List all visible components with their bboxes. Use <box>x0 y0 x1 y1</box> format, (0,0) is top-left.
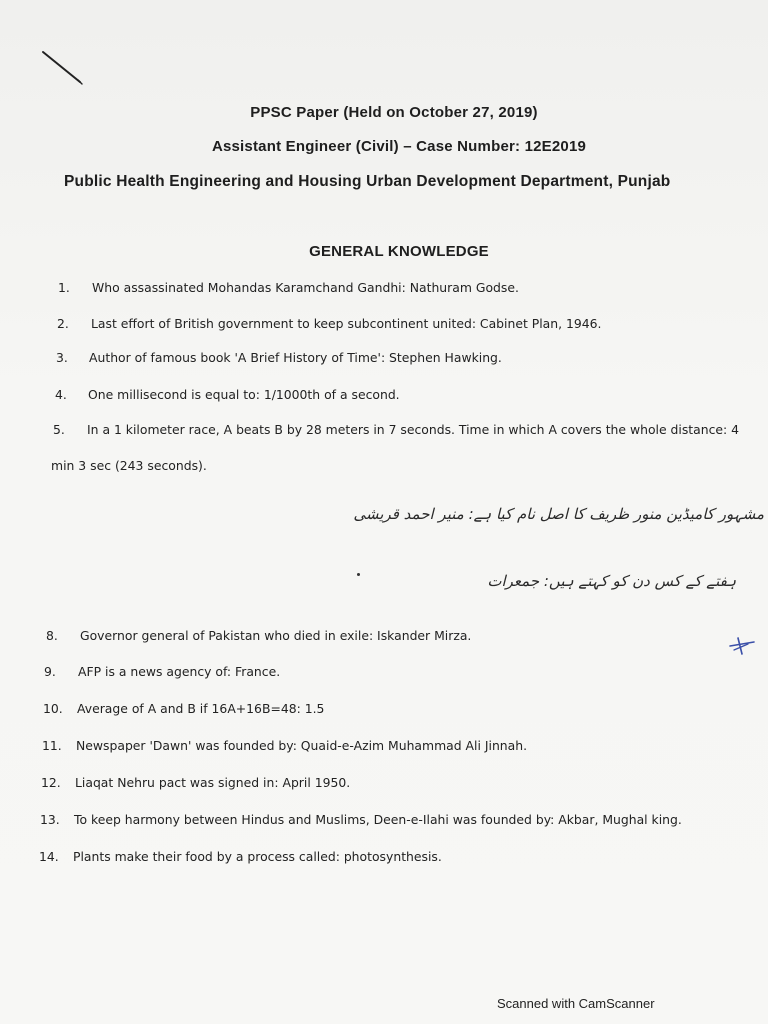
question-number: 10. <box>43 701 63 716</box>
department-title: Public Health Engineering and Housing Urban Development Department, Punjab <box>64 173 671 190</box>
question-number: 5. <box>53 422 65 437</box>
question-text: Liaqat Nehru pact was signed in: April 1950. <box>75 775 351 790</box>
question-text: Plants make their food by a process called: photosynthesis. <box>73 849 442 864</box>
question-text: Author of famous book 'A Brief History of Time': Stephen Hawking. <box>89 350 502 365</box>
question-item <box>53 422 739 437</box>
question-number: 13. <box>40 812 60 827</box>
question-item <box>40 812 682 827</box>
question-text: To keep harmony between Hindus and Muslims, Deen-e-Ilahi was founded by: Akbar, Mughal king. <box>74 812 682 827</box>
question-number: 11. <box>42 738 62 753</box>
question-item <box>41 775 350 790</box>
question-number: 1. <box>58 280 70 295</box>
question-number: 8. <box>46 628 58 643</box>
question-number: 3. <box>56 350 68 365</box>
question-text: Average of A and B if 16A+16B=48: 1.5 <box>77 701 325 716</box>
question-text: Governor general of Pakistan who died in exile: Iskander Mirza. <box>80 628 472 643</box>
question-number: 14. <box>39 849 59 864</box>
scanner-watermark: Scanned with CamScanner <box>497 996 655 1011</box>
question-number: 12. <box>41 775 61 790</box>
question-item <box>39 849 442 864</box>
question-text: Who assassinated Mohandas Karamchand Gandhi: Nathuram Godse. <box>92 280 519 295</box>
question-text: In a 1 kilometer race, A beats B by 28 meters in 7 seconds. Time in which A covers the whole distance: 4 <box>87 422 740 437</box>
urdu-question-6: مشہور کامیڈین منور ظریف کا اصل نام کیا ہے: منیر احمد قریشی <box>353 505 764 523</box>
question-item <box>43 701 324 716</box>
pen-slash-mark <box>40 48 86 88</box>
question-item <box>42 738 527 753</box>
question-text: Last effort of British government to keep subcontinent united: Cabinet Plan, 1946. <box>91 316 602 331</box>
question-item <box>55 387 400 402</box>
ink-dot <box>357 573 360 576</box>
post-title: Assistant Engineer (Civil) – Case Number: 12E2019 <box>211 138 587 155</box>
urdu-question-7: ہفتے کے کس دن کو کہتے ہیں: جمعرات <box>487 572 736 590</box>
question-number: 4. <box>55 387 67 402</box>
question-text: One millisecond is equal to: 1/1000th of a second. <box>88 387 400 402</box>
pen-tick-mark <box>728 634 758 658</box>
question-number: 9. <box>44 664 56 679</box>
question-text: Newspaper 'Dawn' was founded by: Quaid-e-Azim Muhammad Ali Jinnah. <box>76 738 528 753</box>
section-title: GENERAL KNOWLEDGE <box>309 243 489 260</box>
question-item <box>46 628 471 643</box>
question-text: AFP is a news agency of: France. <box>78 664 281 679</box>
question-item <box>56 350 502 365</box>
question-number: 2. <box>57 316 69 331</box>
question-item <box>44 664 280 679</box>
question-continuation: min 3 sec (243 seconds). <box>51 458 207 473</box>
question-item <box>58 280 519 295</box>
question-item <box>57 316 601 331</box>
paper-title: PPSC Paper (Held on October 27, 2019) <box>250 104 538 121</box>
